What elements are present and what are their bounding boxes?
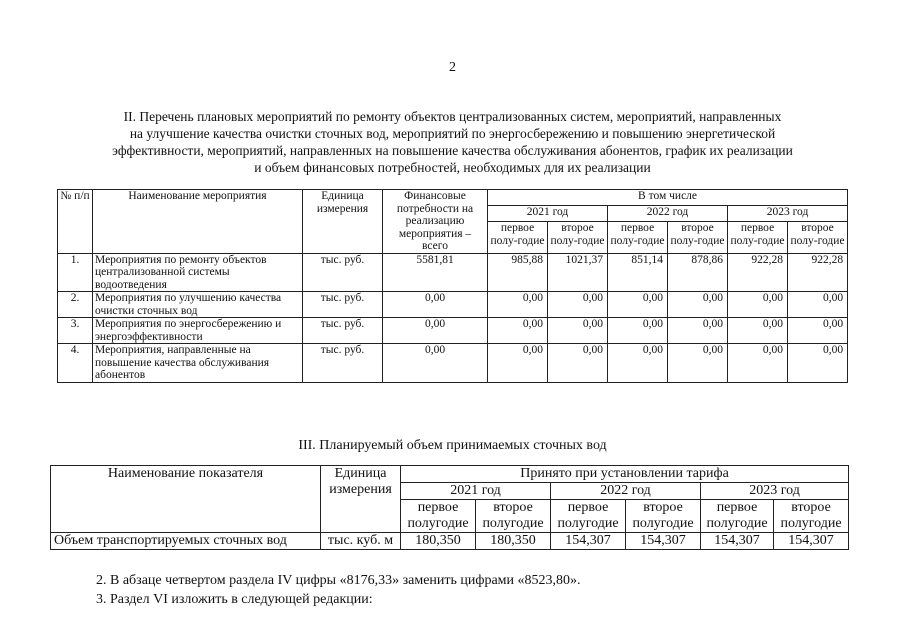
row-measure-name: Мероприятия, направленные на повышение качества обслуживания абонентов (93, 344, 303, 383)
header-first-half: первое полу-годие (728, 222, 788, 253)
paragraph-2: 2. В абзаце четвертом раздела IV цифры «8176,33» заменить цифрами «8523,80». (96, 573, 581, 588)
row-value: 922,28 (728, 253, 788, 292)
row-value: 0,00 (668, 318, 728, 344)
header-unit: Единица измерения (303, 190, 383, 254)
row-value: 0,00 (608, 292, 668, 318)
row-unit: тыс. руб. (303, 344, 383, 383)
header-indicator: Наименование показателя (51, 466, 321, 533)
row-value: 154,307 (774, 533, 849, 550)
row-value: 0,00 (548, 292, 608, 318)
row-value: 180,350 (476, 533, 551, 550)
row-measure-name: Мероприятия по ремонту объектов централизованной системы водоотведения (93, 253, 303, 292)
section-2-title-line: эффективности, мероприятий, направленных на повышение качества обслуживания абонентов, график их реализации (112, 143, 793, 158)
row-total: 0,00 (383, 344, 488, 383)
header-second-half: второе полу-годие (788, 222, 848, 253)
table-row (58, 318, 848, 344)
row-value: 0,00 (728, 318, 788, 344)
header-unit: Единица измерения (321, 466, 401, 533)
row-value: 0,00 (548, 318, 608, 344)
row-unit: тыс. куб. м (321, 533, 401, 550)
row-value: 878,86 (668, 253, 728, 292)
header-including: В том числе (488, 190, 848, 206)
header-year-2021: 2021 год (401, 483, 551, 500)
row-value: 0,00 (728, 344, 788, 383)
header-first-half: первое полугодие (551, 500, 626, 533)
row-value: 0,00 (728, 292, 788, 318)
paragraph-3: 3. Раздел VI изложить в следующей редакции: (96, 592, 373, 607)
row-value: 0,00 (488, 292, 548, 318)
header-second-half: второе полу-годие (668, 222, 728, 253)
row-total: 0,00 (383, 318, 488, 344)
row-value: 0,00 (788, 292, 848, 318)
row-num: 1. (58, 253, 93, 292)
row-total: 5581,81 (383, 253, 488, 292)
row-value: 0,00 (488, 318, 548, 344)
row-value: 0,00 (788, 344, 848, 383)
header-first-half: первое полугодие (401, 500, 476, 533)
row-num: 3. (58, 318, 93, 344)
row-value: 985,88 (488, 253, 548, 292)
row-num: 4. (58, 344, 93, 383)
row-value: 922,28 (788, 253, 848, 292)
header-measure-name: Наименование мероприятия (93, 190, 303, 254)
header-second-half: второе полугодие (476, 500, 551, 533)
header-first-half: первое полу-годие (488, 222, 548, 253)
table-row (51, 533, 849, 550)
table-row (58, 253, 848, 292)
header-num: № п/п (58, 190, 93, 254)
row-value: 180,350 (401, 533, 476, 550)
header-year-2023: 2023 год (701, 483, 849, 500)
row-total: 0,00 (383, 292, 488, 318)
row-measure-name: Мероприятия по энергосбережению и энергоэффективности (93, 318, 303, 344)
header-finance-total: Финансовые потребности на реализацию мероприятия – всего (383, 190, 488, 254)
row-indicator-name: Объем транспортируемых сточных вод (51, 533, 321, 550)
row-value: 0,00 (488, 344, 548, 383)
row-measure-name: Мероприятия по улучшению качества очистки сточных вод (93, 292, 303, 318)
row-value: 0,00 (668, 344, 728, 383)
row-value: 0,00 (668, 292, 728, 318)
row-value: 0,00 (548, 344, 608, 383)
section-2-title-line: на улучшение качества очистки сточных вод, мероприятий по энергосбережению и повышению энергетической (129, 126, 776, 141)
header-year-2021: 2021 год (488, 206, 608, 222)
header-accepted: Принято при установлении тарифа (401, 466, 849, 483)
header-second-half: второе полугодие (626, 500, 701, 533)
row-value: 851,14 (608, 253, 668, 292)
row-unit: тыс. руб. (303, 292, 383, 318)
section-2-title (60, 108, 845, 176)
row-value: 0,00 (608, 344, 668, 383)
header-year-2022: 2022 год (608, 206, 728, 222)
row-num: 2. (58, 292, 93, 318)
header-second-half: второе полу-годие (548, 222, 608, 253)
header-second-half: второе полугодие (774, 500, 849, 533)
table-row (58, 292, 848, 318)
page-number: 2 (449, 60, 456, 75)
row-value: 1021,37 (548, 253, 608, 292)
header-first-half: первое полу-годие (608, 222, 668, 253)
section-3-title: III. Планируемый объем принимаемых сточных вод (298, 438, 607, 453)
row-unit: тыс. руб. (303, 253, 383, 292)
header-year-2023: 2023 год (728, 206, 848, 222)
row-value: 154,307 (701, 533, 774, 550)
measures-table (57, 189, 848, 383)
table-row (58, 344, 848, 383)
header-first-half: первое полугодие (701, 500, 774, 533)
row-value: 0,00 (608, 318, 668, 344)
row-value: 154,307 (626, 533, 701, 550)
row-unit: тыс. руб. (303, 318, 383, 344)
header-year-2022: 2022 год (551, 483, 701, 500)
section-2-title-line: и объем финансовых потребностей, необходимых для их реализации (254, 160, 651, 175)
row-value: 154,307 (551, 533, 626, 550)
wastewater-volume-table (50, 465, 849, 550)
section-2-title-line: II. Перечень плановых мероприятий по ремонту объектов централизованных систем, мероприятий, направленных (123, 109, 782, 124)
row-value: 0,00 (788, 318, 848, 344)
